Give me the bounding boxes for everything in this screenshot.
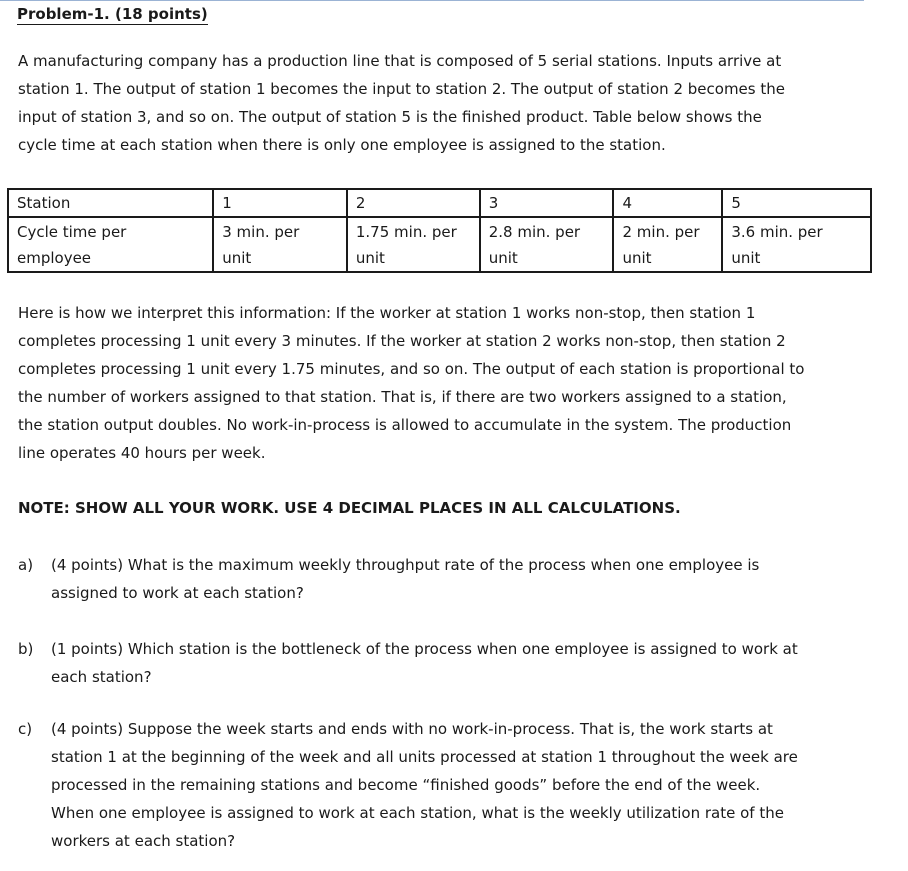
interpretation-line: completes processing 1 unit every 1.75 minutes, and so on. The output of each station is proportional to — [18, 360, 805, 378]
question-text: (4 points) What is the maximum weekly throughput rate of the process when one employee is assigned to work at each station? — [51, 556, 760, 602]
intro-line: A manufacturing company has a production line that is composed of 5 serial stations. Inputs arrive at — [18, 52, 782, 70]
table-cell-cycle-time: 3.6 min. per unit — [722, 217, 871, 272]
question-letter: a) — [18, 556, 34, 574]
table-row-cycle-time — [8, 217, 871, 272]
interpretation-line: Here is how we interpret this information: If the worker at station 1 works non-stop, then station 1 — [18, 304, 756, 322]
intro-line: cycle time at each station when there is only one employee is assigned to the station. — [18, 136, 666, 154]
interpretation-line: the number of workers assigned to that station. That is, if there are two workers assigned to a station, — [18, 388, 787, 406]
interpretation-line: completes processing 1 unit every 3 minutes. If the worker at station 2 works non-stop, then station 2 — [18, 332, 786, 350]
intro-line: input of station 3, and so on. The output of station 5 is the finished product. Table below shows the — [18, 108, 762, 126]
problem-title: Problem-1. (18 points) — [17, 5, 208, 23]
header-rule — [0, 0, 864, 1]
table-cell-station: 4 — [613, 189, 722, 217]
table-cell-station: 3 — [480, 189, 614, 217]
question-letter: c) — [18, 720, 33, 738]
table-cell-cycle-time: 1.75 min. per unit — [347, 217, 480, 272]
table-cell-station: 2 — [347, 189, 480, 217]
interpretation-line: the station output doubles. No work-in-process is allowed to accumulate in the system. The production — [18, 416, 792, 434]
interpretation-line: line operates 40 hours per week. — [18, 444, 266, 462]
table-cell-cycle-time: 2 min. per unit — [613, 217, 722, 272]
table-cell-station: 5 — [722, 189, 871, 217]
intro-paragraph — [18, 47, 868, 159]
table-cell-cycle-time: 2.8 min. per unit — [480, 217, 614, 272]
question-text: (4 points) Suppose the week starts and ends with no work-in-process. That is, the work starts at station 1 at the beginning of the week and all units processed at station 1 throughout the week are processed in the remaining stations and become “finished goods” before the end of the week. When one employee is assigned to work at each station, what is the weekly utilization rate of the workers at each station? — [51, 720, 798, 850]
question-letter: b) — [18, 640, 34, 658]
table-cell-station: 1 — [213, 189, 347, 217]
cycle-time-table — [7, 188, 872, 273]
table-row-header — [8, 189, 871, 217]
interpretation-paragraph — [18, 299, 868, 467]
intro-line: station 1. The output of station 1 becomes the input to station 2. The output of station 2 becomes the — [18, 80, 785, 98]
table-cell-label: Station — [8, 189, 213, 217]
table-cell-label: Cycle time per employee — [8, 217, 213, 272]
instructions-note: NOTE: SHOW ALL YOUR WORK. USE 4 DECIMAL PLACES IN ALL CALCULATIONS. — [18, 499, 681, 517]
question-text: (1 points) Which station is the bottleneck of the process when one employee is assigned to work at each station? — [51, 640, 798, 686]
table-cell-cycle-time: 3 min. per unit — [213, 217, 347, 272]
